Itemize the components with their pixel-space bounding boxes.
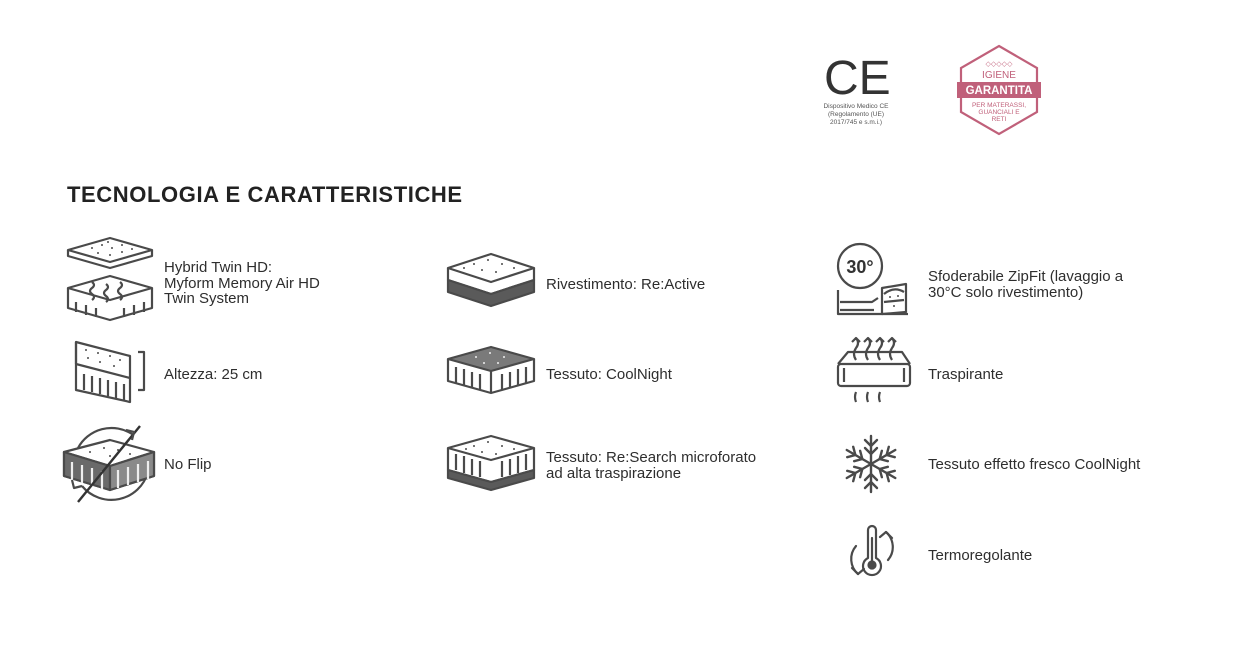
feature-label — [928, 367, 1003, 383]
label-line: Rivestimento: Re:Active — [546, 276, 706, 293]
wash-temp-text: 30° — [846, 257, 874, 277]
mattress-height-icon — [70, 338, 150, 404]
label-line: Tessuto: CoolNight — [546, 366, 672, 383]
label-line: Altezza: 25 cm — [164, 366, 263, 383]
ce-caption-line: 2017/745 e s.m.i.) — [829, 119, 883, 126]
svg-text:◇◇◇◇◇: ◇◇◇◇◇ — [985, 60, 1013, 68]
label-line: Traspirante — [928, 366, 1004, 383]
igiene-garantita-badge — [953, 44, 1045, 136]
ce-caption-line: (Regolamento (UE) — [828, 111, 884, 118]
reactive-cover-icon — [444, 252, 538, 310]
igiene-sub-line: GUANCIALI E — [978, 109, 1020, 116]
snowflake-icon — [840, 433, 902, 495]
feature-label — [164, 367, 262, 383]
label-line: Twin System — [164, 290, 250, 307]
label-line: No Flip — [164, 456, 212, 473]
igiene-top-text: IGIENE — [982, 70, 1016, 81]
feature-label — [164, 260, 320, 307]
no-flip-icon — [60, 422, 158, 504]
igiene-main-text: GARANTITA — [965, 85, 1033, 97]
thermometer-icon — [846, 524, 898, 582]
label-line: Tessuto effetto fresco CoolNight — [928, 456, 1141, 473]
feature-label — [928, 457, 1140, 473]
ce-caption — [808, 103, 904, 127]
feature-label — [928, 269, 1123, 300]
label-line: Sfoderabile ZipFit (lavaggio a — [928, 268, 1124, 285]
coolnight-fabric-icon — [444, 345, 538, 397]
label-line: Tessuto: Re:Search microforato — [546, 449, 757, 466]
igiene-sub-line: RETI — [991, 116, 1007, 123]
feature-label — [546, 367, 672, 383]
label-line: Termoregolante — [928, 547, 1033, 564]
feature-label — [546, 450, 756, 481]
feature-label — [546, 277, 705, 293]
ce-mark — [824, 52, 891, 105]
feature-label — [164, 457, 212, 473]
ce-mark-text: CE — [824, 52, 891, 105]
ce-caption-line: Dispositivo Medico CE — [823, 103, 889, 110]
label-line: Hybrid Twin HD: — [164, 259, 273, 276]
washable-30-icon — [834, 240, 914, 324]
label-line: ad alta traspirazione — [546, 464, 682, 482]
label-line: 30°C solo rivestimento) — [928, 283, 1084, 301]
research-fabric-icon — [444, 434, 538, 492]
label-line: Myform Memory Air HD — [164, 274, 320, 292]
hybrid-layers-icon — [62, 236, 158, 326]
feature-label — [928, 548, 1032, 564]
section-title: TECNOLOGIA E CARATTERISTICHE — [67, 182, 463, 207]
breathable-icon — [836, 338, 912, 406]
igiene-sub-line: PER MATERASSI, — [971, 102, 1027, 109]
